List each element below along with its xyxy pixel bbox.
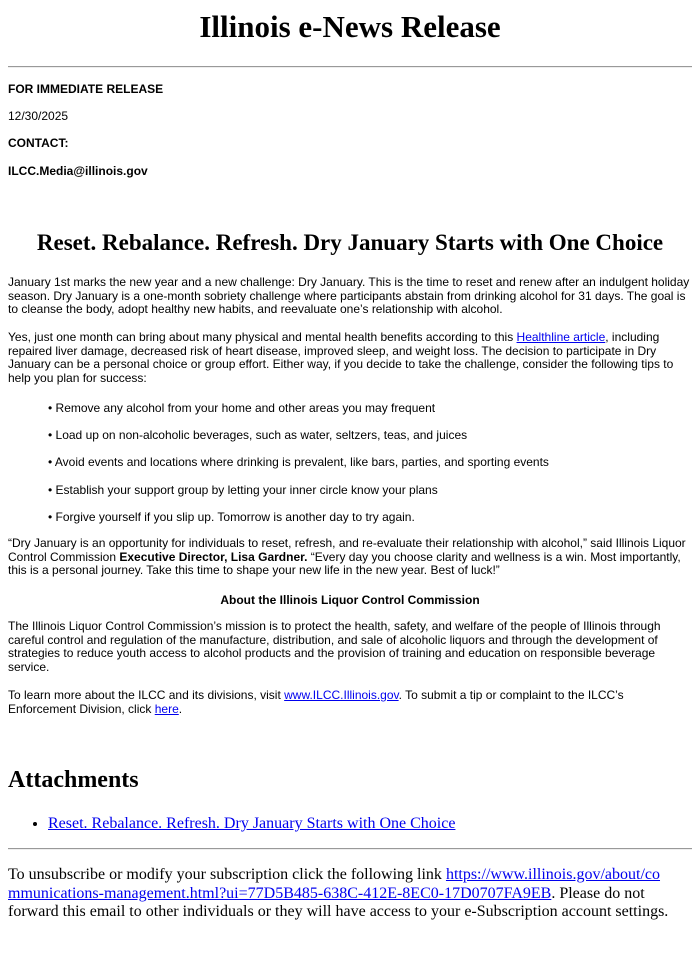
release-label: FOR IMMEDIATE RELEASE	[8, 82, 164, 96]
article-headline: Reset. Rebalance. Refresh. Dry January Starts with One Choice	[36, 230, 664, 255]
learn-text-middle: . To submit a tip or complaint to the ILCC’s Enforcement Division, click	[8, 688, 624, 716]
tip-item: • Avoid events and locations where drinking is prevalent, like bars, parties, and sporting events	[48, 455, 549, 469]
tip-item: • Remove any alcohol from your home and other areas you may frequent	[48, 401, 436, 415]
article-paragraph-benefits	[8, 331, 690, 385]
ilcc-website-link[interactable]: www.ILCC.Illinois.gov	[284, 688, 399, 702]
learn-text-end: .	[178, 701, 183, 716]
page-title: Illinois e-News Release	[199, 9, 501, 44]
bottom-divider	[8, 848, 692, 850]
subscription-management-link[interactable]: https://www.illinois.gov/about/communications-management.html?ui=77D5B485-638C-412E-8EC0-17D0707FA9EB	[8, 866, 661, 902]
article-paragraph-intro	[8, 276, 690, 317]
release-date: 12/30/2025	[8, 109, 69, 123]
healthline-article-link[interactable]: Healthline article	[516, 330, 606, 344]
tip-item: • Establish your support group by letting your inner circle know your plans	[48, 483, 438, 497]
quote-text-end: “Every day you choose clarity and wellness is a win. Most importantly, this is a personal journey. Take this time to shape your new life in the new year. Best of luck!”	[8, 549, 681, 578]
tip-item: • Forgive yourself if you slip up. Tomorrow is another day to try again.	[48, 510, 415, 524]
contact-email: ILCC.Media@illinois.gov	[8, 164, 148, 178]
attachments-heading: Attachments	[8, 767, 139, 793]
paragraph-text-start: Yes, just one month can bring about many physical and mental health benefits according to this	[8, 330, 517, 344]
contact-label: CONTACT:	[8, 136, 69, 150]
attachment-item	[48, 814, 455, 834]
about-heading: About the Illinois Liquor Control Commission	[220, 593, 480, 607]
quote-text-start: “Dry January is an opportunity for individuals to reset, refresh, and re-evaluate their relationship with alcohol,” said Illinois Liquor Control Commission	[8, 536, 686, 564]
paragraph-text	[8, 537, 690, 578]
enforcement-here-link[interactable]: here	[154, 701, 179, 716]
unsubscribe-footer	[8, 866, 670, 922]
learn-text-start: To learn more about the ILCC and its divisions, visit	[8, 688, 285, 702]
paragraph-text-end: , including repaired liver damage, decreased risk of heart disease, improved sleep, and weight loss. The decision to participate in Dry January can be a personal choice or group effort. Either way, if you decide to take the challenge, consider the following tips to help you plan for success:	[8, 330, 674, 385]
learn-more-paragraph	[8, 689, 690, 716]
paragraph-text	[8, 689, 690, 716]
quote-speaker: Executive Director, Lisa Gardner.	[119, 549, 308, 564]
paragraph-text	[8, 331, 690, 385]
paragraph-text: January 1st marks the new year and a new challenge: Dry January. This is the time to reset and renew after an indulgent holiday season. Dry January is a one-month sobriety challenge where participants abstain from drinking alcohol for 31 days. The goal is to cleanse the body, adopt healthy new habits, and reevaluate one’s relationship with alcohol.	[8, 275, 690, 317]
article-quote-paragraph	[8, 537, 690, 578]
attachments-list	[8, 814, 455, 834]
footer-text-end: . Please do not forward this email to other individuals or they will have access to your e-Subscription account settings.	[8, 884, 669, 920]
tip-item: • Load up on non-alcoholic beverages, such as water, seltzers, teas, and juices	[48, 428, 468, 442]
attachment-link[interactable]: Reset. Rebalance. Refresh. Dry January Starts with One Choice	[48, 815, 456, 832]
paragraph-text: The Illinois Liquor Control Commission’s mission is to protect the health, safety, and welfare of the people of Illinois through careful control and regulation of the manufacture, distribution, and sale of alcoholic liquors and through the development of strategies to reduce youth access to alcohol products and the provision of training and education on responsible beverage service.	[8, 619, 661, 674]
about-paragraph	[8, 620, 690, 674]
top-divider	[8, 66, 692, 68]
footer-text-start: To unsubscribe or modify your subscription click the following link	[8, 866, 446, 883]
